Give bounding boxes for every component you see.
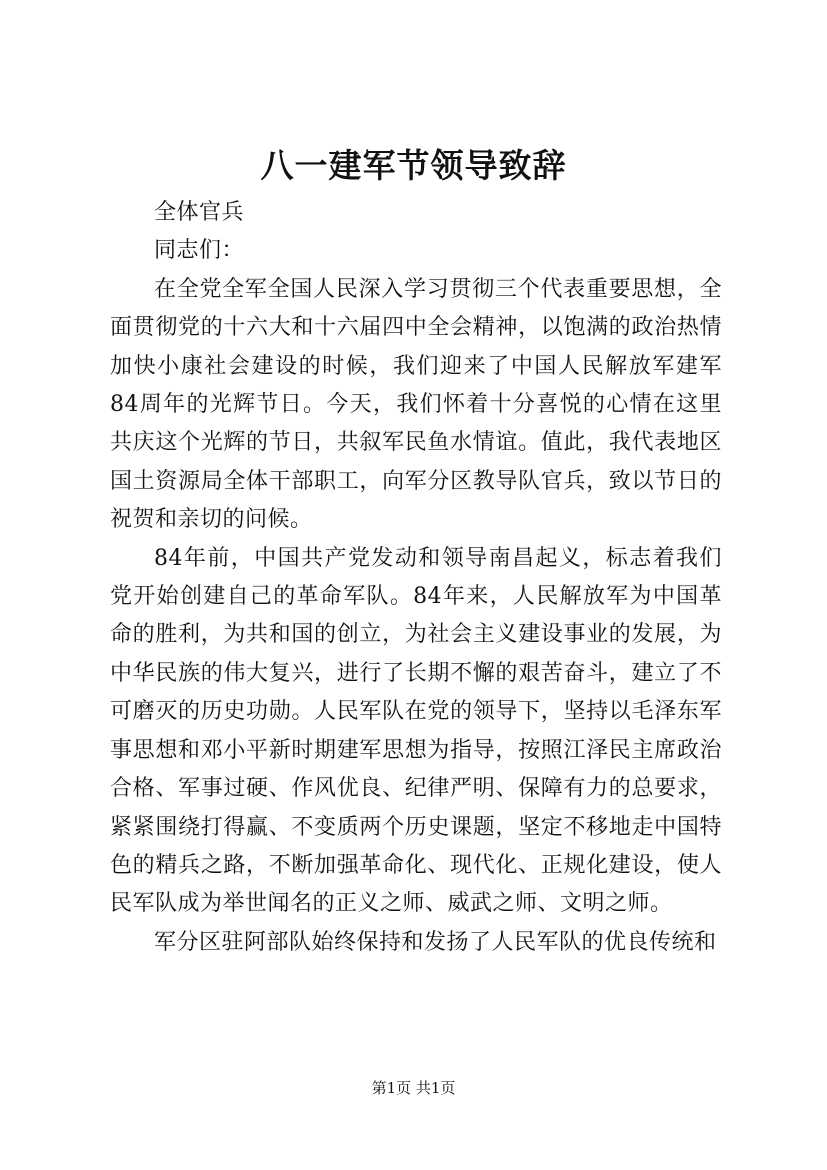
salutation-line: 全体官兵	[154, 200, 245, 225]
document-title: 八一建军节领导致辞	[260, 146, 567, 185]
document-body	[110, 194, 722, 962]
body-paragraph: 在全党全军全国人民深入学习贯彻三个代表重要思想，全面贯彻党的十六大和十六届四中全会精神，以饱满的政治热情加快小康社会建设的时候，我们迎来了中国人民解放军建军84周年的光辉节日。今天，我们怀着十分喜悦的心情在这里共庆这个光辉的节日，共叙军民鱼水情谊。值此，我代表地区国土资源局全体干部职工，向军分区教导队官兵，致以节日的祝贺和亲切的问候。	[110, 276, 722, 533]
body-paragraph: 军分区驻阿部队始终保持和发扬了人民军队的优良传统和	[154, 929, 717, 955]
salutation-line: 同志们：	[154, 238, 245, 264]
body-paragraph: 84年前，中国共产党发动和领导南昌起义，标志着我们党开始创建自己的革命军队。84年来，人民解放军为中国革命的胜利，为共和国的创立，为社会主义建设事业的发展，为中华民族的伟大复兴，进行了长期不懈的艰苦奋斗，建立了不可磨灭的历史功勋。人民军队在党的领导下，坚持以毛泽东军事思想和邓小平新时期建军思想为指导，按照江泽民主席政治合格、军事过硬、作风优良、纪律严明、保障有力的总要求，紧紧围绕打得赢、不变质两个历史课题，坚定不移地走中国特色的精兵之路，不断加强革命化、现代化、正规化建设，使人民军队成为举世闻名的正义之师、威武之师、文明之师。	[110, 545, 722, 917]
page-footer: 第1页 共1页	[371, 1079, 456, 1097]
